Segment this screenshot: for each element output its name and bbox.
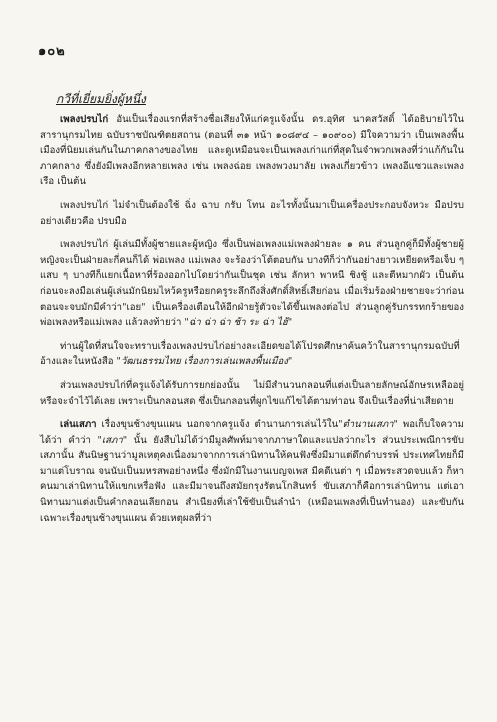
paragraph-3-chorus: "ฉ่า ฉ่า ฉ่า ช้า ระ ฉ่า ไฮ้"	[184, 317, 293, 329]
paragraph-1-lead: เพลงปรบไก่	[60, 114, 109, 125]
paragraph-6-text2: พอเก็บใจความได้ว่า คำว่า	[40, 419, 464, 446]
page-number: ๑๐๒	[38, 44, 66, 59]
paragraph-6-ref: "ตำนานเสภา"	[338, 419, 398, 431]
paragraph-6-text: เรื่องขุนช้างขุนแผน นอกจากครูแจ้ง ตำนานการเล่นไว้ใน	[96, 419, 339, 431]
paragraph-6-word: "เสภา"	[97, 434, 128, 446]
paragraph-3	[40, 237, 464, 331]
paragraph-1	[40, 112, 464, 190]
paragraph-4-book: "วัฒนธรรมไทย เรื่องการเล่นเพลงพื้นเมือง"	[116, 356, 293, 368]
paragraph-3-text: เพลงปรบไก่ ผู้เล่นมีทั้งผู้ชายและผู้หญิง ซึ่งเป็นพ่อเพลงแม่เพลงฝ่ายละ ๑ คน ส่วนลูกคู่ก็มีทั้งผู้ชายผู้หญิงจะเป็นฝ่ายละกี่คนก็ได้ พ่อเพลง แม่เพลง จะร้องว่าโต้ตอบกัน บางทีก็ว่ากันอย่างยาวเหยียดหรือเจ็บ ๆ แสบ ๆ บางทีก็แยกเนื้อหาที่ร้องออกไปโดยว่ากันเป็นชุด เช่น ลักหา พาหนี ชิงชู้ และตีหมากผัว เป็นต้น ก่อนจะลงมือเล่นผู้เล่นมักนิยมไหว้ครูหรือยกครูระลึกถึงสิ่งศักดิ์สิทธิ์เสียก่อน เมื่อเริ่มร้องฝ่ายชายจะว่าก่อน ตอนจะจบมักมีคำว่า	[40, 239, 464, 313]
paragraph-6	[40, 417, 464, 526]
section-heading: กวีที่เยี่ยมยิ่งผู้หนึ่ง	[56, 92, 146, 106]
paragraph-6-text3: นั้น ยังสืบไม่ได้ว่ามีมูลศัพท์มาจากภาษาใดและแปลว่ากะไร ส่วนประเพณีการขับเสภานั้น สันนิษฐานว่ามูลเหตุคงเนื่องมาจากการเล่านิทานให้คนฟังซึ่งมีมาแต่ดึกดำบรรพ์ ประเทศไทยก็มีมาแต่โบราณ จนนับเป็นมหรสพอย่างหนึ่ง ซึ่งมักมีในงานเบญจเพส มีคดีเนต่า ๆ เมื่อพระสวดจบแล้ว ก็หาคนมาเล่านิทานให้แขกเหรื่อฟัง และมีมาจนถึงสมัยกรุงรัตนโกสินทร์ ขับเสภาก็คือการเล่านิทาน แต่เอานิทานมาแต่งเป็นคำกลอนเลียกอน สำเนียงที่เล่าใช้ขับเป็นลำนำ (เหมือนเพลงที่เป็นทำนอง) และขับกันเฉพาะเรื่องขุนช้างขุนแผน ด้วยเหตุผลที่ว่า	[40, 434, 465, 524]
paragraph-3-text2: เป็นเครื่องเตือนให้อีกฝ่ายรู้ตัวจะได้ขึ้นเพลงต่อไป ส่วนลูกคู่รับกรรทกร้ายของพ่อเพลงหรือแม่เพลง แล้วลงท้ายว่า	[40, 301, 464, 329]
paragraph-6-lead: เสภา	[75, 419, 97, 431]
paragraph-4-text: ท่านผู้ใดที่สนใจจะทราบเรื่องเพลงปรบไก่อย่างละเอียดขอได้โปรดศึกษาค้นคว้าในสารานุกรมฉบับที่อ้างและในหนังสือ	[40, 340, 460, 368]
paragraph-3-quote: "เอย"	[122, 301, 146, 313]
paragraph-2: เพลงปรบไก่ ไม่จำเป็นต้องใช้ ฉิ่ง ฉาบ กรับ โทน อะไรทั้งนั้นมาเป็นเครื่องประกอบจังหวะ มือปรบอย่างเดียวคือ ปรบมือ	[40, 199, 464, 227]
paragraph-4	[40, 339, 464, 370]
paragraph-5: ส่วนเพลงปรบไก่ที่ครูแจ้งได้รับการยกย่องนั้น ไม่มีสำนวนกลอนที่แต่งเป็นลายลักษณ์อักษรเหลืออยู่หรือจะจำไว้ได้เลย เพราะเป็นกลอนสด ซึ่งเป็นกลอนที่ผูกไขแก้ไขได้ตามท่าอน จึงเป็นเรื่องที่น่าเสียดาย	[40, 379, 464, 407]
body-text	[40, 112, 464, 534]
paragraph-6-prefix: เล่น	[60, 419, 76, 431]
paragraph-1-text: อันเป็นเรื่องแรกที่สร้างชื่อเสียงให้แก่ครูแจ้งนั้น ดร.อุทิศ นาคสวัสดิ์ ได้อธิบายไว้ในสารานุกรมไทย ฉบับราชบัณฑิตยสถาน (ตอนที่ ๓๑ หน้า ๑๐๘๙๔ – ๑๐๙๐๐) มีใจความว่า เป็นเพลงพื้นเมืองที่นิยมเล่นกันในภาคกลางของไทย และดูเหมือนจะเป็นเพลงเก่าแก่ที่สุดในจำพวกเพลงที่ว่าแก้กันในภาคกลาง ซึ่งยังมีเพลงอีกหลายเพลง เช่น เพลงฉ่อย เพลงพวงมาลัย เพลงเกี่ยวข้าว เพลงอีแซวและเพลงเรือ เป็นต้น	[40, 114, 464, 188]
